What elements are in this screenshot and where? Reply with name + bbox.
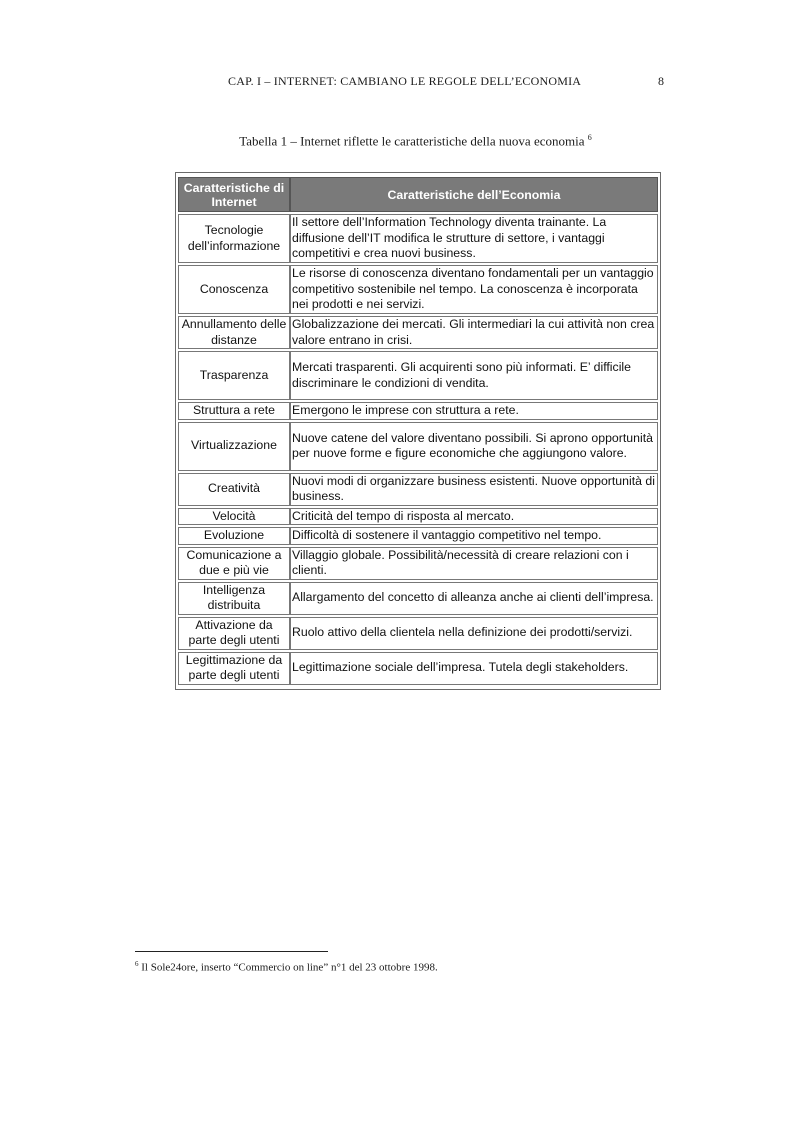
row-economy-feature: Difficoltà di sostenere il vantaggio competitivo nel tempo. (290, 527, 658, 545)
row-internet-feature: Tecnologie dell’informazione (178, 214, 290, 263)
header-economy: Caratteristiche dell’Economia (290, 177, 658, 212)
row-internet-feature: Intelligenza distribuita (178, 582, 290, 615)
table-caption (0, 133, 793, 149)
table-row (178, 351, 658, 400)
running-title: CAP. I – INTERNET: CAMBIANO LE REGOLE DELL’ECONOMIA (228, 74, 582, 88)
row-economy-feature: Mercati trasparenti. Gli acquirenti sono più informati. E’ difficile discriminare le condizioni di vendita. (290, 351, 658, 400)
row-internet-feature: Virtualizzazione (178, 422, 290, 471)
row-internet-feature: Evoluzione (178, 527, 290, 545)
header-internet: Caratteristiche di Internet (178, 177, 290, 212)
table-row (178, 214, 658, 263)
row-economy-feature: Criticità del tempo di risposta al mercato. (290, 508, 658, 526)
row-economy-feature: Nuovi modi di organizzare business esistenti. Nuove opportunità di business. (290, 473, 658, 506)
table-row (178, 402, 658, 420)
row-internet-feature: Legittimazione da parte degli utenti (178, 652, 290, 685)
row-internet-feature: Attivazione da parte degli utenti (178, 617, 290, 650)
table-row (178, 508, 658, 526)
table-row (178, 473, 658, 506)
table-row (178, 265, 658, 314)
footnote-text: Il Sole24ore, inserto “Commercio on line” n°1 del 23 ottobre 1998. (141, 961, 438, 974)
row-economy-feature: Nuove catene del valore diventano possibili. Si aprono opportunità per nuove forme e figure economiche che aggiungono valore. (290, 422, 658, 471)
footnote (135, 960, 438, 974)
table-row (178, 527, 658, 545)
footnote-divider (135, 951, 328, 952)
table-row (178, 547, 658, 580)
row-internet-feature: Struttura a rete (178, 402, 290, 420)
table-row (178, 316, 658, 349)
row-economy-feature: Allargamento del concetto di alleanza anche ai clienti dell’impresa. (290, 582, 658, 615)
row-economy-feature: Ruolo attivo della clientela nella definizione dei prodotti/servizi. (290, 617, 658, 650)
row-internet-feature: Trasparenza (178, 351, 290, 400)
row-internet-feature: Velocità (178, 508, 290, 526)
row-internet-feature: Comunicazione a due e più vie (178, 547, 290, 580)
row-internet-feature: Annullamento delle distanze (178, 316, 290, 349)
row-economy-feature: Emergono le imprese con struttura a rete. (290, 402, 658, 420)
table-row (178, 422, 658, 471)
table-row (178, 582, 658, 615)
row-internet-feature: Creatività (178, 473, 290, 506)
row-economy-feature: Legittimazione sociale dell’impresa. Tutela degli stakeholders. (290, 652, 658, 685)
row-economy-feature: Il settore dell’Information Technology diventa trainante. La diffusione dell’IT modifica le strutture di settore, i vantaggi competitivi e crea nuovi business. (290, 214, 658, 263)
table-header-row (178, 177, 658, 212)
economy-table-frame (175, 172, 661, 690)
economy-table (178, 175, 658, 687)
page-number: 8 (658, 74, 664, 88)
table-row (178, 652, 658, 685)
row-economy-feature: Villaggio globale. Possibilità/necessità di creare relazioni con i clienti. (290, 547, 658, 580)
row-internet-feature: Conoscenza (178, 265, 290, 314)
footnote-marker: 6 (135, 960, 139, 968)
caption-footnote-ref: 6 (587, 133, 592, 142)
table-row (178, 617, 658, 650)
row-economy-feature: Globalizzazione dei mercati. Gli intermediari la cui attività non crea valore entrano in crisi. (290, 316, 658, 349)
row-economy-feature: Le risorse di conoscenza diventano fondamentali per un vantaggio competitivo sostenibile nel tempo. La conoscenza è incorporata nei prodotti e nei servizi. (290, 265, 658, 314)
caption-text: Tabella 1 – Internet riflette le caratteristiche della nuova economia (239, 133, 585, 149)
